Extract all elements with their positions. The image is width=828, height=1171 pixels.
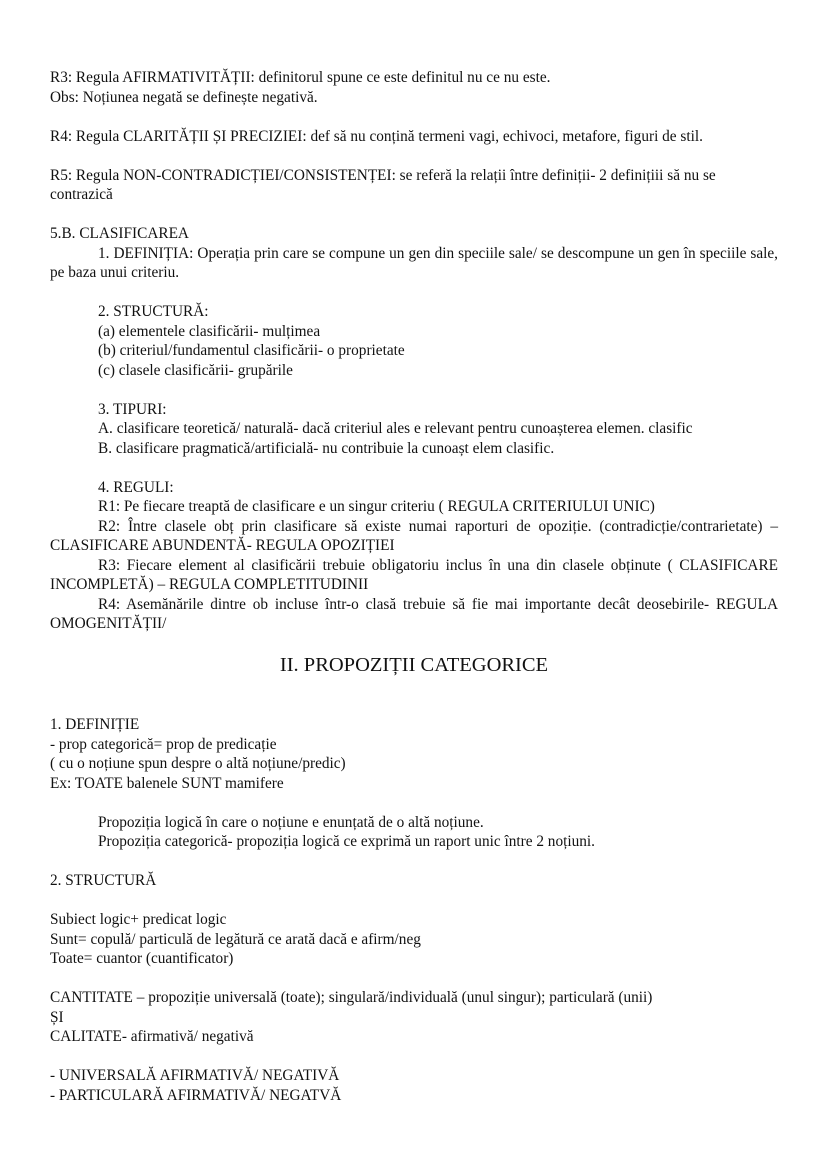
structure-item: (a) elementele clasificării- mulțimea (98, 322, 321, 340)
classification-rule-r2: R2: Între clasele obț prin clasificare să existe numai raporturi de opoziție. (contradicție/contrarietate) – CLASIFICARE ABUNDENTĂ- REGULA OPOZIȚIEI (50, 517, 778, 554)
definition-example: Ex: TOATE balenele SUNT mamifere (50, 774, 284, 792)
definition-indented-line: Propoziția logică în care o noțiune e enunțată de o altă noțiune. (98, 813, 484, 831)
classification-rule-r3: R3: Fiecare element al clasificării trebuie obligatoriu inclus în una din clasele obținute ( CLASIFICARE INCOMPLETĂ) – REGULA COMPLETITUDINII (50, 556, 778, 593)
classification-structure (50, 302, 778, 380)
classification-rule-r1: R1: Pe fiecare treaptă de clasificare e un singur criteriu ( REGULA CRITERIULUI UNIC) (98, 498, 655, 515)
rules-heading: 4. REGULI: (98, 478, 174, 496)
document-page (50, 68, 778, 1105)
definition-line: ( cu o noțiune spun despre o altă noțiune/predic) (50, 755, 346, 772)
structure-item: (c) clasele clasificării- grupările (98, 361, 293, 379)
rule-r5-consistency: R5: Regula NON-CONTRADICȚIEI/CONSISTENȚEI: se referă la relații între definiții- 2 definițiii să nu se contrazică (50, 166, 716, 203)
proposition-type: - UNIVERSALĂ AFIRMATIVĂ/ NEGATIVĂ (50, 1067, 340, 1084)
proposition-structure (50, 871, 778, 1105)
conjunction-line: ȘI (50, 1008, 64, 1026)
type-item: B. clasificare pragmatică/artificială- nu contribuie la cunoașt elem clasific. (98, 439, 555, 457)
classification-heading: 5.B. CLASIFICAREA (50, 225, 189, 242)
type-item: A. clasificare teoretică/ naturală- dacă criteriul ales e relevant pentru cunoașterea elemen. clasific (98, 420, 693, 437)
proposition-type: - PARTICULARĂ AFIRMATIVĂ/ NEGATVĂ (50, 1086, 342, 1104)
rule-r4-clarity: R4: Regula CLARITĂȚII ȘI PRECIZIEI: def să nu conțină termeni vagi, echivoci, metafore, figuri de stil. (50, 127, 703, 145)
structure-line: Toate= cuantor (cuantificator) (50, 950, 234, 967)
structure-line: Sunt= copulă/ particulă de legătură ce arată dacă e afirm/neg (50, 930, 421, 948)
classification-rule-r4: R4: Asemănările dintre ob incluse într-o clasă trebuie să fie mai importante decât deosebirile- REGULA OMOGENITĂȚII/ (50, 595, 778, 632)
definition-indented-line: Propoziția categorică- propoziția logică ce exprimă un raport unic între 2 noțiuni. (98, 833, 595, 850)
structure-heading: 2. STRUCTURĂ (50, 872, 157, 889)
structure-item: (b) criteriul/fundamentul clasificării- o proprietate (98, 342, 405, 359)
structure-heading: 2. STRUCTURĂ: (98, 303, 209, 320)
classification-definition: 1. DEFINIȚIA: Operația prin care se compune un gen din speciile sale/ se descompune un gen în speciile sale, pe baza unui criteriu. (50, 244, 778, 281)
definition-heading: 1. DEFINIȚIE (50, 716, 140, 733)
classification-types (50, 400, 778, 459)
rule-r3-affirmativity: R3: Regula AFIRMATIVITĂȚII: definitorul spune ce este definitul nu ce nu este. (50, 69, 551, 86)
section-title: II. PROPOZIȚII CATEGORICE (279, 653, 549, 676)
definition-rules (50, 68, 778, 205)
quality-line: CALITATE- afirmativă/ negativă (50, 1028, 254, 1045)
structure-line: Subiect logic+ predicat logic (50, 911, 227, 928)
classification-section (50, 224, 778, 634)
quantity-line: CANTITATE – propoziție universală (toate); singulară/individuală (unul singur); particulară (unii) (50, 989, 653, 1006)
rule-r3-observation: Obs: Noțiunea negată se definește negativă. (50, 88, 318, 106)
definition-line: - prop categorică= prop de predicație (50, 735, 277, 753)
classification-rules (50, 478, 778, 634)
types-heading: 3. TIPURI: (98, 400, 167, 418)
proposition-definition (50, 715, 778, 852)
